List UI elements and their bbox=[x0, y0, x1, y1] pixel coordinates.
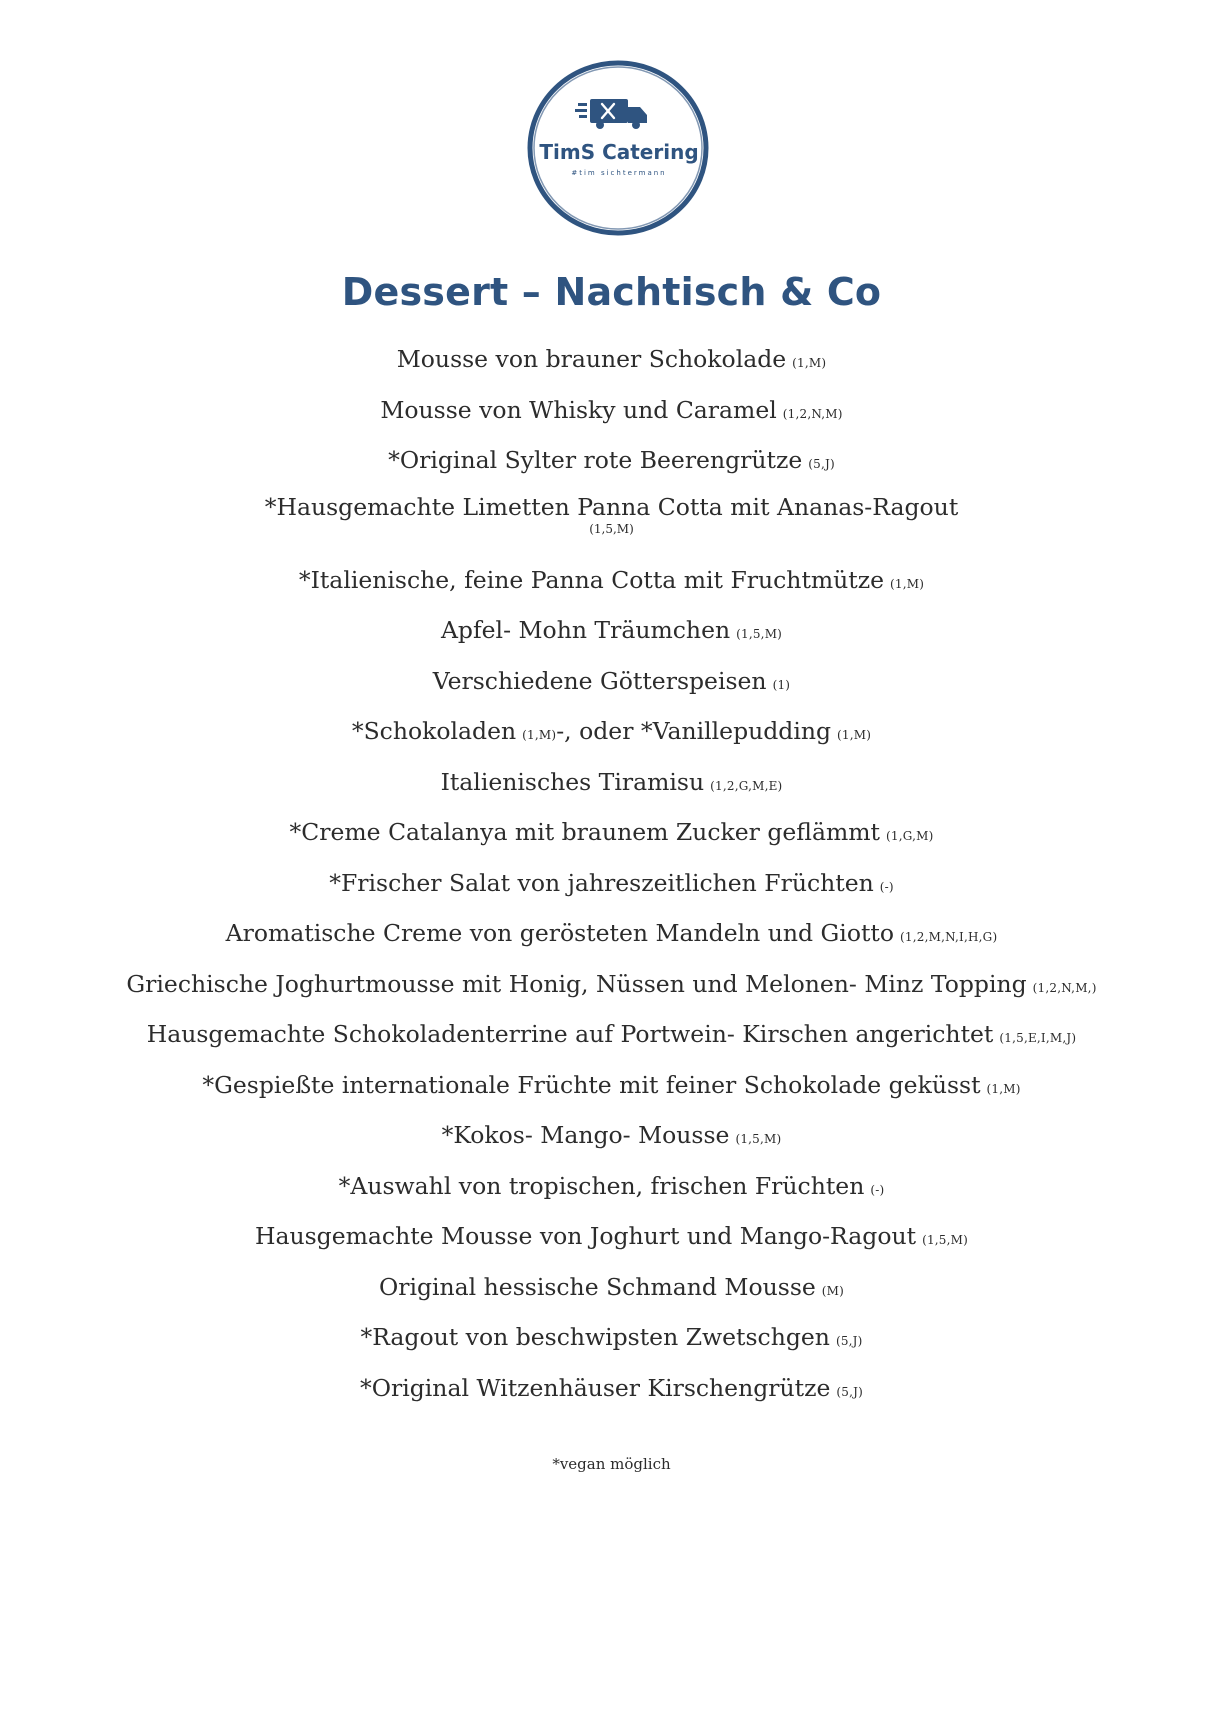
food-truck-icon bbox=[575, 99, 647, 129]
menu-item bbox=[0, 1217, 1223, 1268]
menu-item bbox=[0, 1369, 1223, 1420]
menu-item bbox=[0, 1268, 1223, 1319]
allergen-code: (1,5,M) bbox=[736, 627, 783, 641]
allergen-code: (1,2,M,N,I,H,G) bbox=[900, 930, 998, 944]
vegan-footnote: *vegan möglich bbox=[552, 1455, 671, 1473]
item-name: *Frischer Salat von jahreszeitlichen Früchten bbox=[329, 868, 874, 897]
item-name: *Hausgemachte Limetten Panna Cotta mit Ananas-Ragout bbox=[264, 492, 959, 521]
item-name: *Original Sylter rote Beerengrütze bbox=[388, 446, 803, 474]
item-name: *Italienische, feine Panna Cotta mit Fruchtmütze bbox=[298, 565, 885, 594]
menu-item bbox=[0, 1066, 1223, 1117]
allergen-code: (1,2,N,M) bbox=[782, 406, 843, 421]
allergen-code: (1,M) bbox=[837, 728, 872, 742]
dessert-list bbox=[0, 340, 1223, 1419]
allergen-code: (-) bbox=[879, 879, 894, 894]
menu-item bbox=[0, 662, 1223, 713]
item-name: Verschiedene Götterspeisen bbox=[432, 666, 767, 695]
item-name: Aromatische Creme von gerösteten Mandeln und Giotto bbox=[225, 919, 895, 947]
allergen-code: (1,G,M) bbox=[885, 829, 934, 843]
menu-item bbox=[0, 813, 1223, 864]
allergen-code: (1,M) bbox=[986, 1081, 1021, 1096]
logo-graphic bbox=[518, 55, 718, 241]
item-name: Mousse von brauner Schokolade bbox=[396, 345, 787, 373]
menu-item bbox=[0, 340, 1223, 391]
item-name: Mousse von Whisky und Caramel bbox=[380, 395, 777, 424]
menu-item bbox=[0, 1167, 1223, 1218]
item-name: Griechische Joghurtmousse mit Honig, Nüssen und Melonen- Minz Topping bbox=[126, 969, 1027, 998]
item-name: *Ragout von beschwipsten Zwetschgen bbox=[360, 1323, 830, 1351]
menu-item bbox=[0, 763, 1223, 814]
menu-item bbox=[0, 561, 1223, 612]
menu-item bbox=[0, 864, 1223, 915]
svg-text:TimS Catering: TimS Catering bbox=[539, 140, 699, 164]
svg-text:#tim sichtermann: #tim sichtermann bbox=[571, 169, 667, 177]
item-name: *Schokoladen bbox=[351, 717, 517, 745]
item-name: *Auswahl von tropischen, frischen Früchten bbox=[338, 1171, 865, 1200]
menu-item bbox=[0, 712, 1223, 763]
allergen-code: (1,M) bbox=[522, 728, 557, 742]
allergen-code: (-) bbox=[870, 1182, 885, 1197]
allergen-code: (1,5,M) bbox=[589, 521, 634, 536]
menu-item bbox=[0, 965, 1223, 1016]
item-name: Apfel- Mohn Träumchen bbox=[440, 616, 731, 644]
menu-item bbox=[0, 1015, 1223, 1066]
item-name: *Gespießte internationale Früchte mit feiner Schokolade geküsst bbox=[202, 1070, 981, 1099]
allergen-code: (1,M) bbox=[792, 356, 827, 370]
menu-item bbox=[0, 441, 1223, 492]
allergen-code: (1,5,M) bbox=[922, 1233, 969, 1247]
item-name: Italienisches Tiramisu bbox=[440, 767, 705, 796]
allergen-code: (1,2,N,M,) bbox=[1032, 980, 1097, 995]
item-name: Hausgemachte Schokoladenterrine auf Portwein- Kirschen angerichtet bbox=[146, 1020, 994, 1048]
item-name: *Kokos- Mango- Mousse bbox=[441, 1121, 730, 1149]
allergen-code: (1,2,G,M,E) bbox=[710, 778, 783, 793]
item-name: Hausgemachte Mousse von Joghurt und Mango-Ragout bbox=[254, 1222, 917, 1250]
menu-item bbox=[0, 914, 1223, 965]
item-name: *Original Witzenhäuser Kirschengrütze bbox=[359, 1373, 831, 1402]
menu-item bbox=[0, 1318, 1223, 1369]
allergen-code: (1,M) bbox=[890, 576, 925, 591]
allergen-code: (1) bbox=[772, 677, 791, 692]
item-name: Original hessische Schmand Mousse bbox=[378, 1272, 816, 1301]
allergen-code: (1,5,M) bbox=[735, 1132, 782, 1146]
item-name-continued: -, oder *Vanillepudding bbox=[556, 717, 832, 745]
item-name: *Creme Catalanya mit braunem Zucker geflämmt bbox=[289, 818, 880, 846]
allergen-code: (5,J) bbox=[836, 1384, 863, 1399]
allergen-code: (1,5,E,I,M,J) bbox=[999, 1031, 1077, 1045]
tims-catering-logo bbox=[518, 55, 718, 241]
menu-item bbox=[0, 492, 1223, 561]
allergen-code: (M) bbox=[821, 1283, 845, 1298]
allergen-code: (5,J) bbox=[835, 1334, 863, 1348]
menu-item bbox=[0, 611, 1223, 662]
menu-title: Dessert – Nachtisch & Co bbox=[341, 270, 882, 314]
menu-item bbox=[0, 391, 1223, 442]
menu-item bbox=[0, 1116, 1223, 1167]
allergen-code: (5,J) bbox=[808, 457, 835, 471]
